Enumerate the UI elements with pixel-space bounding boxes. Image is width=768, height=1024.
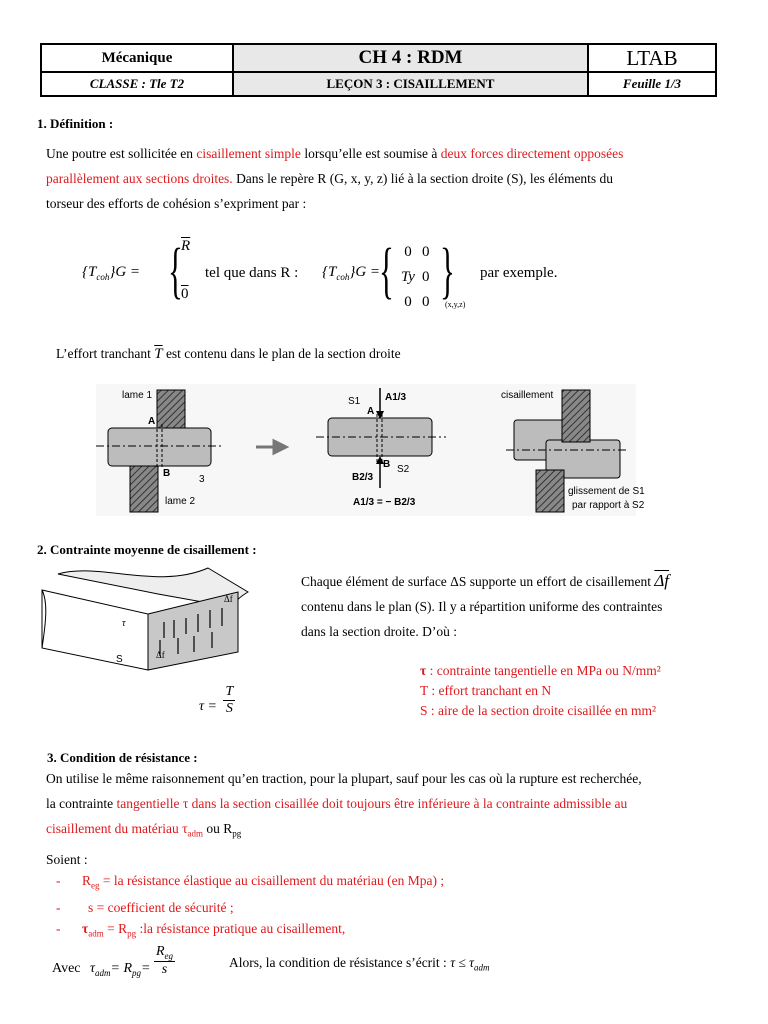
header-table	[40, 43, 717, 97]
condition-text: Alors, la condition de résistance s’écrit : $\tau \le \tau_{adm}$	[229, 955, 490, 973]
class-label: CLASSE : Tle T2	[41, 72, 233, 96]
effort-tranchant-text: L’effort tranchant $\overline{T}$ est contenu dans le plan de la section droite	[56, 346, 401, 362]
basis-label: (x,y,z)	[445, 300, 466, 309]
svg-text:Δf: Δf	[156, 650, 165, 660]
list-item: - s = coefficient de sécurité ;	[56, 899, 234, 915]
torseur-lhs: $\{T_{coh}\}G$ =	[82, 264, 141, 282]
label-B: B	[163, 468, 171, 479]
section-1-title: 1. Définition :	[37, 116, 114, 131]
label-S: S	[116, 654, 123, 665]
tau-formula: τ = $\frac{T}{S}$	[199, 684, 234, 716]
section-2-legend: τ : contrainte tangentielle en MPa ou N/mm² T : effort tranchant en N S : aire de la section droite cisaillée en mm²	[420, 663, 661, 718]
list-item: - $R_{eg}$ = la résistance élastique au cisaillement du matériau (en Mpa) ;	[56, 873, 445, 891]
section-3-text: On utilise le même raisonnement qu’en traction, pour la plupart, sauf pour les cas où la rupture est recherchée, la contrainte tangentielle τ dans la section cisaillée doit toujours être inférieure à la contrainte admissible au cisaillement du matériau $\tau_{adm}$ ou $R_{pg}$ Soient :	[46, 771, 642, 867]
label-B2: B	[383, 459, 391, 470]
definition-text: Une poutre est sollicitée en cisaillement simple lorsqu’elle est soumise à deux forces directement opposées parallèlement aux sections droites. Dans le repère R (G, x, y, z) lié à la section droite (S), les éléments du torseur des efforts de cohésion s’expriment par :	[46, 146, 624, 211]
torseur-matrix: 0 0 Ty 0 0 0	[401, 244, 430, 310]
label-cisaillement: cisaillement	[501, 390, 554, 401]
shear-figure	[96, 384, 645, 516]
condition-formula: τ ≤ τ	[450, 955, 475, 970]
lesson-title: LEÇON 3 : CISAILLEMENT	[233, 72, 588, 96]
label-glissement: glissement de S1	[568, 486, 645, 497]
section-3-title: 3. Condition de résistance :	[47, 750, 198, 765]
label-S2: S2	[397, 464, 410, 475]
label-par-rapport: par rapport à S2	[572, 500, 645, 511]
subject: Mécanique	[41, 44, 233, 72]
label-A: A	[148, 416, 156, 427]
definitions-list	[56, 870, 444, 944]
resultant-R: $\overline{R}$	[181, 238, 191, 254]
moment-0: 0	[181, 286, 189, 302]
label-B23: B2/3	[352, 472, 374, 483]
torseur-rhs: $\{T_{coh}\}G$ =	[322, 264, 381, 282]
section-2-text: Chaque élément de surface ΔS supporte un effort de cisaillement $\overline{\Delta f}$ contenu dans le plan (S). Il y a répartition uniforme des contraintes dans la section droite. D’où :	[301, 571, 670, 639]
sheet-number: Feuille 1/3	[588, 72, 716, 96]
label-A2: A	[367, 406, 375, 417]
label-lame1: lame 1	[122, 390, 153, 401]
label-3: 3	[199, 474, 205, 485]
svg-text:Δf: Δf	[224, 594, 233, 604]
label-force-equation: A1/3 = − B2/3	[353, 497, 416, 508]
label-S1: S1	[348, 396, 361, 407]
label-A13: A1/3	[385, 392, 407, 403]
school-name: LTAB	[588, 44, 716, 72]
eq-end-text: par exemple.	[480, 265, 558, 281]
delta-f-symbol: $\overline{\Delta f}$	[654, 571, 670, 590]
torseur-equation: $\{T_{coh}\}G$ = { $\overline{R}$ 0 tel que dans R : $\{T_{coh}\}G$ = { 0 0 Ty 0 0 0 } (x,y,z) par exemple.	[82, 236, 582, 316]
final-formula: Avec $\tau_{adm}= R_{pg}=$ $R_{eg}$ s	[52, 944, 174, 978]
eq-middle-text: tel que dans R :	[205, 265, 299, 281]
stress-element-figure	[38, 562, 270, 672]
label-lame2: lame 2	[165, 496, 196, 507]
section-2-title: 2. Contrainte moyenne de cisaillement :	[37, 542, 257, 557]
list-item: - $\tau_{adm} = R_{pg}$ :la résistance pratique au cisaillement,	[56, 920, 346, 939]
chapter-title: CH 4 : RDM	[233, 44, 588, 72]
svg-text:τ: τ	[122, 618, 126, 629]
